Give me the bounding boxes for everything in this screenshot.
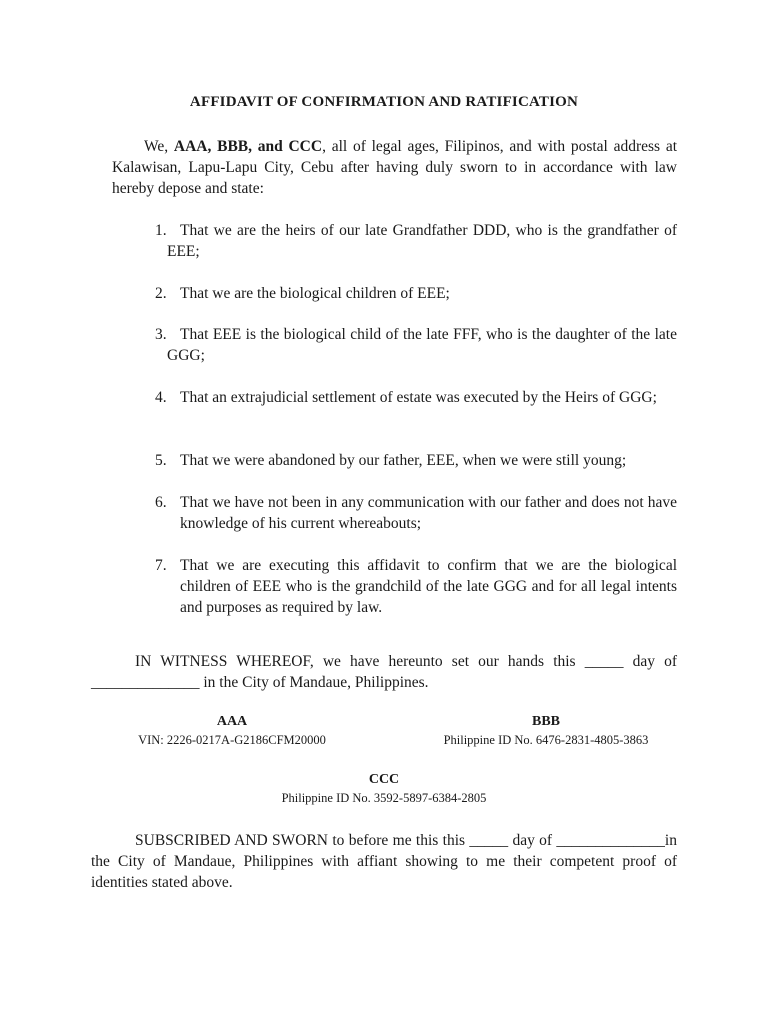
signatory-id: VIN: 2226-0217A-G2186CFM20000 <box>138 733 326 747</box>
item-text: That we are the heirs of our late Grandfather DDD, who is the grandfather of EEE; <box>167 222 677 260</box>
signatory-bbb <box>405 713 687 749</box>
intro-prefix: We, <box>144 138 174 155</box>
intro-paragraph <box>112 136 677 199</box>
signatory-id: Philippine ID No. 6476-2831-4805-3863 <box>443 733 649 747</box>
item-number: 5. <box>155 452 167 469</box>
item-number: 7. <box>155 557 167 574</box>
subscribed-paragraph <box>91 830 677 893</box>
list-item <box>155 324 677 366</box>
item-text: That an extrajudicial settlement of estate was executed by the Heirs of GGG; <box>180 389 657 406</box>
item-text: That we have not been in any communication with our father and does not have knowledge of his current whereabouts; <box>180 494 677 532</box>
witness-paragraph <box>91 651 677 693</box>
signatory-name: BBB <box>531 714 560 729</box>
item-text: That we are the biological children of EEE; <box>180 285 450 302</box>
list-item <box>155 220 677 262</box>
item-text: That we were abandoned by our father, EEE, when we were still young; <box>180 452 627 469</box>
list-item <box>155 555 677 618</box>
list-item <box>155 450 677 471</box>
item-number: 3. <box>155 326 167 343</box>
intro-names: AAA, BBB, and CCC <box>173 138 323 155</box>
item-text: That EEE is the biological child of the late FFF, who is the daughter of the late GGG; <box>167 326 677 364</box>
subscribed-text: SUBSCRIBED AND SWORN to before me this this _____ day of ______________in the City of Mandaue, Philippines with affiant showing to me their competent proof of identities stated above. <box>91 832 677 891</box>
signatory-name: CCC <box>368 772 400 787</box>
item-number: 1. <box>155 222 167 239</box>
item-number: 4. <box>155 389 167 406</box>
signatory-aaa <box>91 713 373 749</box>
list-item <box>155 283 677 304</box>
signatory-id: Philippine ID No. 3592-5897-6384-2805 <box>281 791 487 805</box>
list-item <box>155 492 677 534</box>
witness-text: IN WITNESS WHEREOF, we have hereunto set our hands this _____ day of ______________ in the City of Mandaue, Philippines. <box>91 653 677 691</box>
signatory-ccc <box>200 771 568 807</box>
item-number: 6. <box>155 494 167 511</box>
signatory-name: AAA <box>216 714 248 729</box>
list-item <box>155 387 677 408</box>
intro-rest: , all of legal ages, Filipinos, and with postal address at Kalawisan, Lapu-Lapu City, Cebu after having duly sworn to in accordance with law hereby depose and state: <box>112 138 678 197</box>
document-title: AFFIDAVIT OF CONFIRMATION AND RATIFICATION <box>189 94 579 110</box>
item-number: 2. <box>155 285 167 302</box>
item-text: That we are executing this affidavit to confirm that we are the biological children of EEE who is the grandchild of the late GGG and for all legal intents and purposes as required by law. <box>180 557 677 616</box>
